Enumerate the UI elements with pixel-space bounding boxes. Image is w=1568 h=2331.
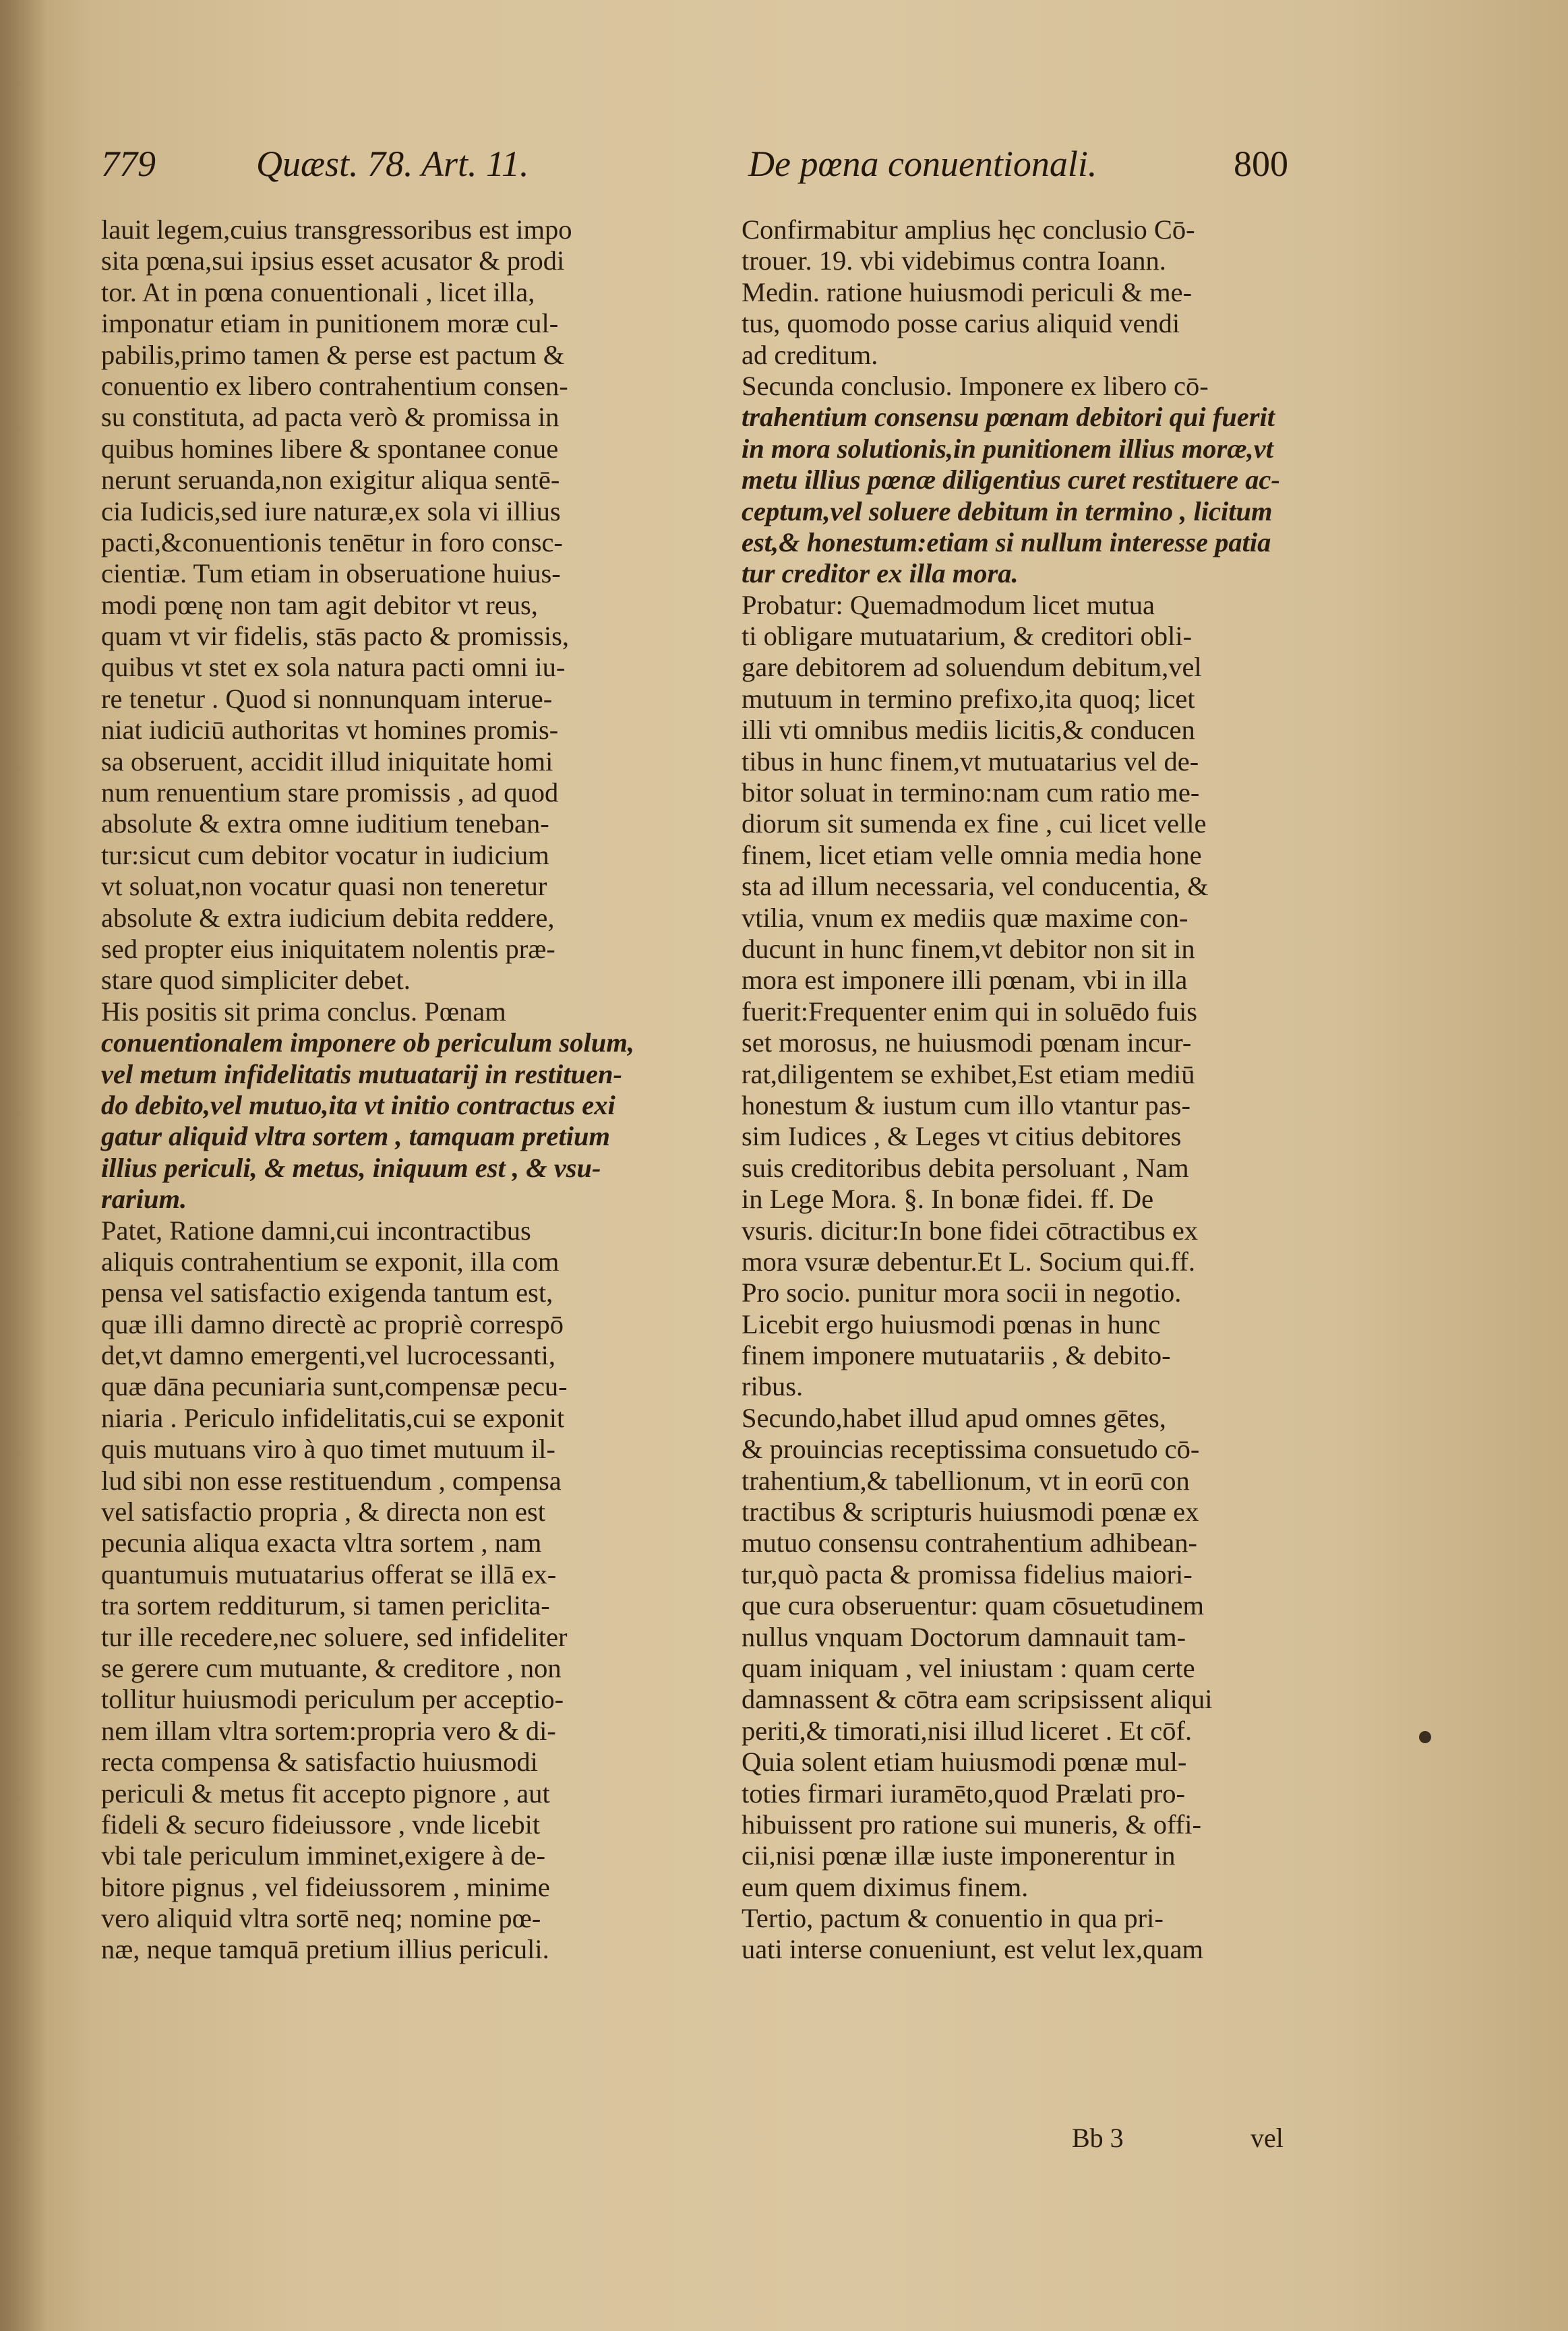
text-line: lauit legem,cuius transgressoribus est impo xyxy=(101,214,572,245)
text-line: pabilis,primo tamen & perse est pactum & xyxy=(101,339,565,370)
text-line: vtilia, vnum ex mediis quæ maxime con- xyxy=(742,902,1188,933)
text-line: quam vt vir fidelis, stās pacto & promissis, xyxy=(101,621,570,652)
text-line: uati interse conueniunt, est velut lex,quam xyxy=(742,1934,1203,1965)
text-line: ti obligare mutuatarium, & creditori obli- xyxy=(742,621,1193,652)
text-line: suis creditoribus debita persoluant , Nam xyxy=(742,1152,1189,1183)
text-line: est,& honestum:etiam si nullum interesse patia xyxy=(742,526,1271,557)
text-line: aliquis contrahentium se exponit, illa com xyxy=(101,1246,560,1277)
text-line: in mora solutionis,in punitionem illius moræ,vt xyxy=(742,433,1273,464)
ink-spot xyxy=(1419,1731,1431,1743)
text-line: se gerere cum mutuante, & creditore , non xyxy=(101,1652,562,1683)
text-line: illius periculi, & metus, iniquum est , & vsu- xyxy=(101,1152,601,1183)
text-line: mutuum in termino prefixo,ita quoq; licet xyxy=(742,683,1195,714)
right-text-column xyxy=(742,214,1315,1966)
text-line: sta ad illum necessaria, vel conducentia, & xyxy=(742,871,1209,902)
text-line: trahentium consensu pœnam debitori qui fuerit xyxy=(742,402,1275,433)
catchword: vel xyxy=(1250,2123,1284,2153)
text-line: quam iniquam , vel iniustam : quam certe xyxy=(742,1652,1195,1683)
text-line: Probatur: Quemadmodum licet mutua xyxy=(742,589,1155,620)
text-line: periculi & metus fit accepto pignore , aut xyxy=(101,1778,550,1809)
text-line: fideli & securo fideiussore , vnde licebit xyxy=(101,1809,541,1840)
text-line: tor. At in pœna conuentionali , licet illa, xyxy=(101,276,535,307)
text-line: toties firmari iuramēto,quod Prælati pro- xyxy=(742,1778,1185,1809)
text-line: tibus in hunc finem,vt mutuatarius vel de- xyxy=(742,746,1199,777)
text-line: tur,quò pacta & promissa fidelius maiori- xyxy=(742,1558,1193,1590)
text-line: num renuentium stare promissis , ad quod xyxy=(101,777,559,808)
text-line: Confirmabitur amplius hęc conclusio Cō- xyxy=(742,214,1195,245)
left-running-title: Quæst. 78. Art. 11. xyxy=(256,144,529,184)
text-line: in Lege Mora. §. In bonæ fidei. ff. De xyxy=(742,1184,1154,1215)
text-line: lud sibi non esse restituendum , compensa xyxy=(101,1465,562,1496)
text-line: vt soluat,non vocatur quasi non teneretur xyxy=(101,871,547,902)
text-line: pensa vel satisfactio exigenda tantum est, xyxy=(101,1277,553,1308)
text-line: tus, quomodo posse carius aliquid vendi xyxy=(742,308,1180,339)
text-line: re tenetur . Quod si nonnunquam interue- xyxy=(101,683,553,714)
text-line: næ, neque tamquā pretium illius periculi. xyxy=(101,1934,549,1965)
text-line: finem imponere mutuatariis , & debito- xyxy=(742,1340,1171,1371)
text-line: & prouincias receptissima consuetudo cō- xyxy=(742,1434,1200,1465)
text-line: Tertio, pactum & conuentio in qua pri- xyxy=(742,1903,1164,1934)
text-line: tractibus & scripturis huiusmodi pœnæ ex xyxy=(742,1496,1199,1527)
text-line: tur:sicut cum debitor vocatur in iudicium xyxy=(101,839,549,870)
text-line: nem illam vltra sortem:propria vero & di- xyxy=(101,1715,556,1746)
text-line: quæ illi damno directè ac propriè correspō xyxy=(101,1308,564,1339)
text-line: sim Iudices , & Leges vt citius debitores xyxy=(742,1121,1182,1152)
text-line: pacti,&conuentionis tenētur in foro consc- xyxy=(101,526,563,557)
text-line: finem, licet etiam velle omnia media hone xyxy=(742,839,1202,870)
text-line: sed propter eius iniquitatem nolentis præ- xyxy=(101,933,555,964)
text-line: trahentium,& tabellionum, vt in eorū con xyxy=(742,1465,1190,1496)
text-line: ad creditum. xyxy=(742,339,878,370)
text-line: modi pœnę non tam agit debitor vt reus, xyxy=(101,589,538,620)
text-line: cii,nisi pœnæ illæ iuste imponerentur in xyxy=(742,1840,1176,1871)
text-line: niat iudiciū authoritas vt homines promis- xyxy=(101,715,559,746)
text-line: quibus vt stet ex sola natura pacti omni iu- xyxy=(101,652,566,683)
text-line: ducunt in hunc finem,vt debitor non sit in xyxy=(742,933,1195,964)
text-line: cientiæ. Tum etiam in obseruatione huius- xyxy=(101,558,561,589)
text-line: imponatur etiam in punitionem moræ cul- xyxy=(101,308,559,339)
right-page-number: 800 xyxy=(1234,144,1288,184)
text-line: pecunia aliqua exacta vltra sortem , nam xyxy=(101,1527,542,1558)
text-line: su constituta, ad pacta verò & promissa in xyxy=(101,402,560,433)
text-line: hibuissent pro ratione sui muneris, & offi- xyxy=(742,1809,1202,1840)
text-line: gare debitorem ad soluendum debitum,vel xyxy=(742,652,1202,683)
text-line: Patet, Ratione damni,cui incontractibus xyxy=(101,1215,531,1246)
text-line: nerunt seruanda,non exigitur aliqua sentē- xyxy=(101,464,560,495)
right-running-title: De pœna conuentionali. xyxy=(748,144,1097,184)
text-line: vsuris. dicitur:In bone fidei cōtractibus ex xyxy=(742,1215,1199,1246)
text-line: ribus. xyxy=(742,1371,804,1402)
text-line: bitor soluat in termino:nam cum ratio me- xyxy=(742,777,1200,808)
text-line: cia Iudicis,sed iure naturæ,ex sola vi illius xyxy=(101,495,561,526)
text-line: Secunda conclusio. Imponere ex libero cō- xyxy=(742,370,1209,401)
text-line: ceptum,vel soluere debitum in termino , licitum xyxy=(742,495,1273,526)
text-line: mutuo consensu contrahentium adhibean- xyxy=(742,1527,1197,1558)
text-line: set morosus, ne huiusmodi pœnam incur- xyxy=(742,1027,1192,1058)
text-line: quæ dāna pecuniaria sunt,compensæ pecu- xyxy=(101,1371,568,1402)
binding-shadow xyxy=(0,0,47,2331)
text-line: que cura obseruentur: quam cōsuetudinem xyxy=(742,1590,1205,1621)
text-line: vbi tale periculum imminet,exigere à de- xyxy=(101,1840,545,1871)
text-line: vel satisfactio propria , & directa non est xyxy=(101,1496,546,1527)
text-line: periti,& timorati,nisi illud liceret . Et cōf. xyxy=(742,1715,1193,1746)
text-line: quibus homines libere & spontanee conue xyxy=(101,433,559,464)
text-line: sita pœna,sui ipsius esset acusator & prodi xyxy=(101,245,565,276)
text-line: quis mutuans viro à quo timet mutuum il- xyxy=(101,1434,555,1465)
text-line: bitore pignus , vel fideiussorem , minime xyxy=(101,1871,550,1902)
text-line: recta compensa & satisfactio huiusmodi xyxy=(101,1747,538,1778)
text-line: det,vt damno emergenti,vel lucrocessanti, xyxy=(101,1340,556,1371)
text-line: illi vti omnibus mediis licitis,& conducen xyxy=(742,715,1195,746)
text-line: trouer. 19. vbi videbimus contra Ioann. xyxy=(742,245,1166,276)
text-line: Licebit ergo huiusmodi pœnas in hunc xyxy=(742,1308,1161,1339)
text-line: eum quem diximus finem. xyxy=(742,1871,1029,1902)
text-line: Medin. ratione huiusmodi periculi & me- xyxy=(742,276,1193,307)
running-header xyxy=(101,143,1301,204)
text-line: sa obseruent, accidit illud iniquitate homi xyxy=(101,746,553,777)
text-line: tra sortem redditurum, si tamen periclita- xyxy=(101,1590,550,1621)
text-line: diorum sit sumenda ex fine , cui licet velle xyxy=(742,808,1207,839)
left-page-number: 779 xyxy=(101,144,156,184)
text-line: vero aliquid vltra sortē neq; nomine pœ- xyxy=(101,1903,541,1934)
signature-mark: Bb 3 xyxy=(1072,2123,1124,2153)
text-line: absolute & extra iudicium debita reddere, xyxy=(101,902,555,933)
text-line: vel metum infidelitatis mutuatarij in restituen- xyxy=(101,1058,622,1089)
text-line: gatur aliquid vltra sortem , tamquam pretium xyxy=(101,1121,610,1152)
text-line: His positis sit prima conclus. Pœnam xyxy=(101,996,506,1027)
text-line: Secundo,habet illud apud omnes gētes, xyxy=(742,1402,1166,1433)
text-line: honestum & iustum cum illo vtantur pas- xyxy=(742,1089,1190,1120)
text-line: conuentionalem imponere ob periculum solum, xyxy=(101,1027,634,1058)
text-line: do debito,vel mutuo,ita vt initio contractus exi xyxy=(101,1089,615,1120)
text-line: absolute & extra omne iuditium teneban- xyxy=(101,808,549,839)
text-line: tollitur huiusmodi periculum per acceptio- xyxy=(101,1684,564,1715)
text-line: Quia solent etiam huiusmodi pœnæ mul- xyxy=(742,1747,1187,1778)
text-line: quantumuis mutuatarius offerat se illā ex- xyxy=(101,1558,557,1590)
text-line: conuentio ex libero contrahentium consen- xyxy=(101,370,568,401)
text-line: tur ille recedere,nec soluere, sed infideliter xyxy=(101,1621,568,1652)
text-line: nullus vnquam Doctorum damnauit tam- xyxy=(742,1621,1186,1652)
text-line: mora est imponere illi pœnam, vbi in illa xyxy=(742,965,1188,996)
text-line: stare quod simpliciter debet. xyxy=(101,965,411,996)
text-line: Pro socio. punitur mora socii in negotio. xyxy=(742,1277,1182,1308)
text-line: rat,diligentem se exhibet,Est etiam mediū xyxy=(742,1058,1195,1089)
text-line: fuerit:Frequenter enim qui in soluēdo fuis xyxy=(742,996,1197,1027)
text-line: mora vsuræ debentur.Et L. Socium qui.ff. xyxy=(742,1246,1196,1277)
text-line: damnassent & cōtra eam scripsissent aliqui xyxy=(742,1684,1213,1715)
text-line: metu illius pœnæ diligentius curet restituere ac- xyxy=(742,464,1280,495)
text-line: rarium. xyxy=(101,1184,187,1215)
text-line: niaria . Periculo infidelitatis,cui se exponit xyxy=(101,1402,565,1433)
left-text-column xyxy=(101,214,674,1966)
text-line: tur creditor ex illa mora. xyxy=(742,558,1019,589)
